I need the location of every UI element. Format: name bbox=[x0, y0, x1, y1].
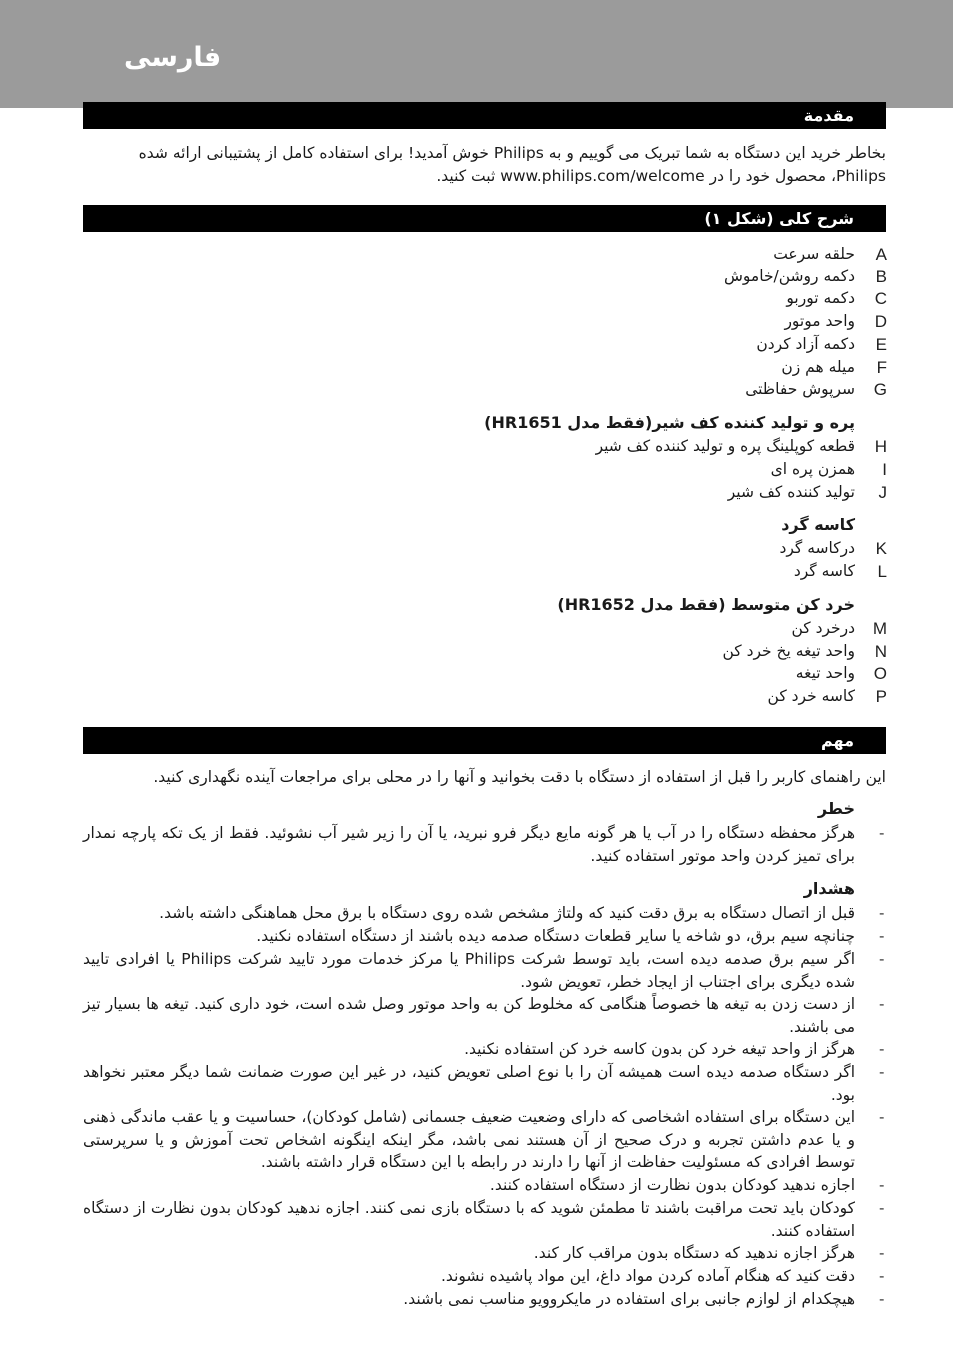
warning-item: قبل از اتصال دستگاه به برق دقت کنید که ولتاژ مشخص شده روی دستگاه با برق محل هماهنگی داشته باشد. bbox=[159, 904, 855, 922]
warning-item: هیچکدام از لوازم جانبی برای استفاده در مایکروویو مناسب نمی باشند. bbox=[403, 1290, 855, 1308]
list-item: A حلقه سرعت bbox=[773, 245, 887, 264]
bullet-dash: - bbox=[879, 927, 885, 945]
intro-paragraph: بخاطر خرید این دستگاه به شما تبریک می گوییم و به Philips خوش آمدید! برای استفاده کامل از پشتیبانی ارائه شده Philips، محصول خود را در www.philips.com/welcome ثبت کنید. bbox=[138, 144, 886, 185]
bullet-dash: - bbox=[879, 950, 885, 968]
warning-item: هرگز از واحد تیغه خرد کن بدون کاسه خرد کن استفاده نکنید. bbox=[464, 1040, 855, 1058]
list-item: H قطعه کوپلینگ پره و تولید کننده کف شیر bbox=[595, 437, 887, 456]
subheading-warning: هشدار bbox=[803, 879, 855, 898]
bullet-dash: - bbox=[879, 1176, 885, 1194]
list-item: G سرپوش حفاظتی bbox=[745, 380, 887, 399]
list-item: K درکاسه گرد bbox=[779, 539, 887, 558]
bullet-dash: - bbox=[879, 904, 885, 922]
bullet-dash: - bbox=[879, 1108, 885, 1126]
bullet-dash: - bbox=[879, 824, 885, 842]
list-item: C دکمه توربو bbox=[786, 289, 887, 308]
subheading-whisk-frother: پره و تولید کننده کف شیر(فقط مدل HR1651) bbox=[484, 413, 855, 432]
subheading-chopper: خرد کن متوسط (فقط مدل HR1652) bbox=[557, 595, 855, 614]
list-item: L کاسه گرد bbox=[793, 562, 887, 581]
section-heading-important: مهم bbox=[83, 727, 886, 754]
bullet-dash: - bbox=[879, 1199, 885, 1217]
warning-item: این دستگاه برای استفاده اشخاصی که دارای وضعیت ضعیف جسمانی (شامل کودکان)، حساسیت و یا عقب ماندگی ذهنی و یا عدم داشتن تجربه و درک صحیح از آن هستند نمی باشد، مگر اینکه اینگونه اشخاص تحت آموزش و یا سرپرستی توسط افرادی که مسئولیت حفاظت از آنها را دارند در رابطه با این دستگاه قرار داشته باشند. bbox=[83, 1108, 855, 1171]
bullet-dash: - bbox=[879, 1244, 885, 1262]
bullet-dash: - bbox=[879, 995, 885, 1013]
bullet-dash: - bbox=[879, 1063, 885, 1081]
list-item: D واحد موتور bbox=[784, 312, 887, 331]
danger-item: هرگز محفظه دستگاه را در آب یا هر گونه مایع دیگر فرو نبرید، یا آن را زیر شیر آب نشوئید. فقط از یک تکه پارچه نمدار برای تمیز کردن واحد موتور استفاده کنید. bbox=[83, 824, 855, 865]
warning-item: دقت کنید که هنگام آماده کردن مواد داغ، این مواد پاشیده نشوند. bbox=[441, 1267, 855, 1285]
list-item: J تولید کننده کف شیر bbox=[727, 483, 887, 502]
language-title: فارسی bbox=[124, 42, 222, 73]
list-item: M درخرد کن bbox=[791, 619, 887, 638]
subheading-beaker: کاسه گرد bbox=[781, 515, 855, 534]
bullet-dash: - bbox=[879, 1267, 885, 1285]
list-item: E دکمه آزاد کردن bbox=[756, 335, 887, 354]
list-item: O واحد تیغه bbox=[795, 664, 887, 683]
warning-item: از دست زدن به تیغه ها خصوصاً هنگامی که مخلوط کن به واحد موتور وصل شده است، خود داری کنید. تیغه ها بسیار تیز می باشند. bbox=[83, 995, 855, 1036]
list-item: I همزن پره ای bbox=[770, 460, 887, 479]
important-intro: این راهنمای کاربر را قبل از استفاده از دستگاه با دقت بخوانید و آنها را در محلی برای مراجعات آینده نگهداری کنید. bbox=[153, 768, 886, 786]
warning-item: کودکان باید تحت مراقبت باشند تا مطمئن شوید که با دستگاه بازی نمی کنند. اجازه ندهید کودکان بدون نظارت از دستگاه استفاده کنند. bbox=[83, 1199, 855, 1240]
section-heading-intro: مقدمة bbox=[83, 102, 886, 129]
list-item: P کاسه خرد کن bbox=[767, 687, 887, 706]
subheading-danger: خطر bbox=[817, 799, 855, 818]
list-item: N واحد تیغه یخ خرد کن bbox=[722, 642, 887, 661]
list-item: F میله هم زن bbox=[781, 358, 887, 377]
warning-item: چنانچه سیم برق، دو شاخه یا سایر قطعات دستگاه صدمه دیده باشند از دستگاه استفاده نکنید. bbox=[256, 927, 855, 945]
bullet-dash: - bbox=[879, 1040, 885, 1058]
bullet-dash: - bbox=[879, 1290, 885, 1308]
warning-item: اگر دستگاه صدمه دیده است همیشه آن را با نوع اصلی تعویض کنید، در غیر این صورت ضمانت شما دیگر معتبر نخواهد بود. bbox=[83, 1063, 855, 1104]
warning-item: اجازه ندهید کودکان بدون نظارت از دستگاه استفاده کنند. bbox=[489, 1176, 855, 1194]
list-item: B دکمه روشن/خاموش bbox=[724, 267, 887, 286]
warning-item: هرگز اجازه ندهید که دستگاه بدون مراقب کار کند. bbox=[533, 1244, 855, 1262]
top-banner bbox=[0, 0, 953, 108]
warning-item: اگر سیم برق صدمه دیده است، باید توسط شرکت Philips یا مرکز خدمات مورد تایید شرکت Philips یا افرادی تایید شده دیگری برای اجتناب از ایجاد خطر، تعویض شود. bbox=[83, 950, 856, 991]
section-heading-overview: شرح کلی (شکل ۱) bbox=[83, 205, 886, 232]
